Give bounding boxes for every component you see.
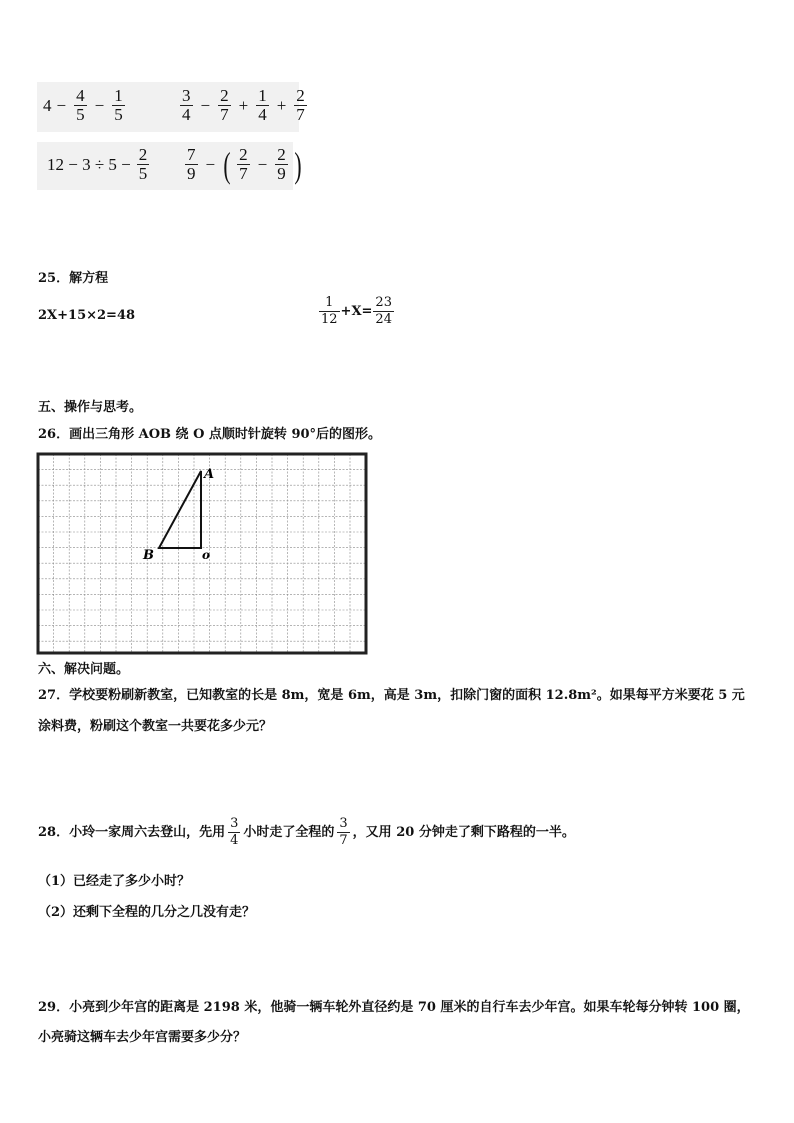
fraction: $\frac{2}{7}$ <box>296 86 305 124</box>
q25-title: 25．解方程 <box>38 271 109 286</box>
q25-equation-1: 2X+15×2=48 <box>38 308 136 323</box>
fraction: $\frac{7}{9}$ <box>187 145 196 183</box>
label-a: A <box>204 467 215 482</box>
fraction: $\frac{3}{4}$ <box>230 816 239 848</box>
q26-title: 26．画出三角形 AOB 绕 O 点顺时针旋转 90°后的图形。 <box>38 427 382 442</box>
q28-sub-2: （2）还剩下全程的几分之几没有走？ <box>38 905 256 920</box>
label-o: o <box>202 548 211 562</box>
calc-row-2 <box>37 142 302 190</box>
q28-sub-1: （1）已经走了多少小时？ <box>38 874 191 889</box>
fraction: $\frac{2}{7}$ <box>239 145 248 183</box>
fraction: $\frac{23}{24}$ <box>375 295 392 327</box>
section-5-heading: 五、操作与思考。 <box>38 400 143 415</box>
q28-stem: 28．小玲一家周六去登山，先用 $\frac{3}{4}$ 小时走了全程的 $\frac{3}{7}$ ，又用 20 分钟走了剩下路程的一半。 <box>38 816 575 848</box>
fraction: $\frac{1}{4}$ <box>258 86 267 124</box>
fraction: $\frac{2}{9}$ <box>277 145 286 183</box>
calc-expr-4: $\frac{7}{9}$ − ( $\frac{2}{7}$ − $\frac{2}{9}$ ) <box>187 144 302 185</box>
q25-equation-2: $\frac{1}{12}$ +X= $\frac{23}{24}$ <box>321 295 392 327</box>
calc-expr-3: 12 − 3 ÷ 5 − $\frac{2}{5}$ <box>47 145 148 183</box>
fraction: $\frac{3}{4}$ <box>182 86 191 124</box>
rotation-grid-figure <box>36 452 370 657</box>
calc-row-1 <box>37 82 305 132</box>
fraction: $\frac{4}{5}$ <box>76 86 85 124</box>
q29-line-2: 小亮骑这辆车去少年宫需要多少分？ <box>38 1030 247 1045</box>
fraction: $\frac{2}{7}$ <box>220 86 229 124</box>
fraction: $\frac{3}{7}$ <box>339 816 348 848</box>
calc-expr-1: 4 − $\frac{4}{5}$ − $\frac{1}{5}$ <box>43 86 123 124</box>
q27-line-2: 涂料费，粉刷这个教室一共要花多少元？ <box>38 719 273 734</box>
fraction: $\frac{1}{12}$ <box>321 295 338 327</box>
label-b: B <box>143 548 154 563</box>
section-6-heading: 六、解决问题。 <box>38 662 130 677</box>
q29-line-1: 29．小亮到少年宫的距离是 2198 米，他骑一辆车轮外直径约是 70 厘米的自行车去少年宫。如果车轮每分钟转 100 圈， <box>38 1000 750 1015</box>
fraction: $\frac{2}{5}$ <box>138 145 148 183</box>
q27-line-1: 27．学校要粉刷新教室，已知教室的长是 8m，宽是 6m，高是 3m，扣除门窗的面积 12.8m²。如果每平方米要花 5 元 <box>38 688 745 703</box>
calc-expr-2: $\frac{3}{4}$ − $\frac{2}{7}$ + $\frac{1}{4}$ + $\frac{2}{7}$ <box>182 86 305 124</box>
fraction: $\frac{1}{5}$ <box>114 86 123 124</box>
triangle-aob <box>159 471 201 548</box>
